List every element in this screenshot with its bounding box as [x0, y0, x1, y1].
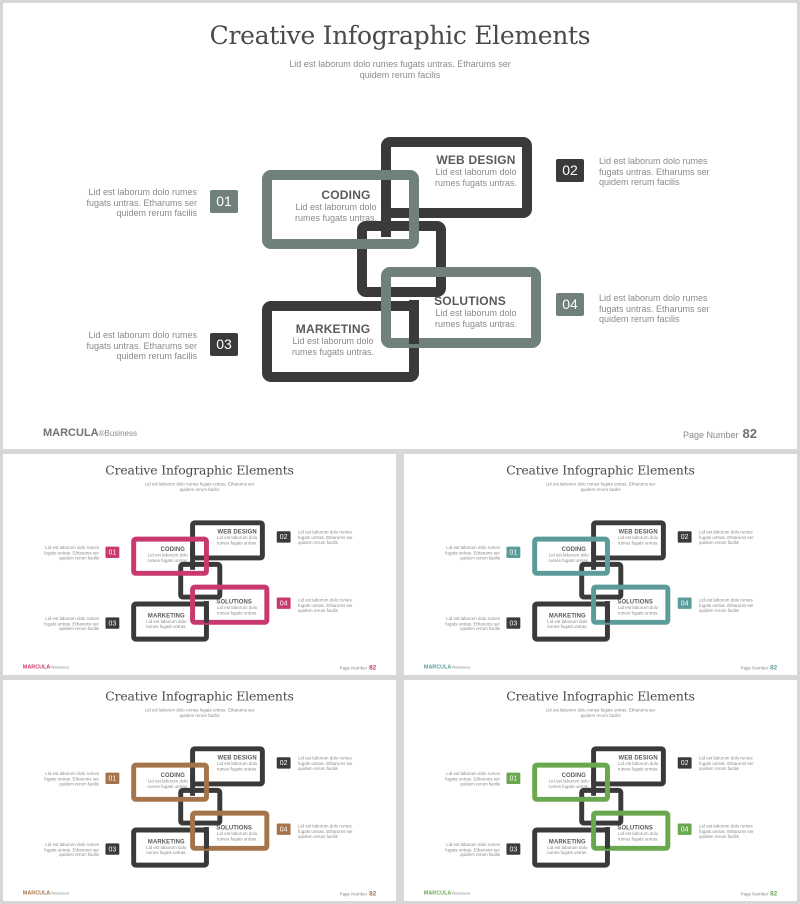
marketing-label: MARKETING [147, 611, 185, 619]
page-label: Page Number [339, 665, 368, 671]
brand-name: MARCULA [423, 663, 452, 670]
side-text-02: Lid est laborum dolo rumes fugats untras. Etharums ser quidem rerum facilis [699, 529, 754, 546]
page-number [741, 663, 778, 670]
webdesign-label: WEB DESIGN [618, 528, 658, 536]
slide-title: Creative Infographic Elements [506, 462, 695, 478]
badge-03: 03 [506, 617, 520, 628]
page-number-value: 82 [369, 663, 377, 671]
coding-text: Lid est laborum dolo rumes fugats untras. [294, 202, 378, 223]
center-link [362, 226, 441, 292]
badge-03: 03 [506, 843, 520, 854]
badge-01: 01 [105, 547, 119, 558]
side-text-04: Lid est laborum dolo rumes fugats untras. Etharums ser quidem rerum facilis [298, 597, 353, 613]
slide-thumbnail-brown[interactable] [3, 680, 396, 901]
badge-04: 04 [678, 598, 692, 609]
badge-01: 01 [506, 773, 520, 784]
chain-links-graphic [404, 680, 797, 901]
webdesign-label: WEB DESIGN [217, 754, 257, 762]
marketing-text: Lid est laborum dolo rumes fugats untras. [547, 844, 588, 855]
page-number [741, 889, 778, 896]
side-text-01: Lid est laborum dolo rumes fugats untras. Etharums ser quidem rerum facilis [445, 771, 501, 787]
brand-logo [424, 664, 471, 670]
side-text-03: Lid est laborum dolo rumes fugats untras. Etharums ser quidem rerum facilis [44, 841, 100, 858]
marketing-text: Lid est laborum dolo rumes fugats untras. [146, 844, 187, 855]
badge-04: 04 [277, 824, 291, 835]
slide-subtitle: Lid est laborum dolo rumes fugats untras. Etharums ser quidem rerum facilis [144, 481, 255, 493]
marketing-overlap [605, 827, 610, 849]
solutions-text: Lid est laborum dolo rumes fugats untras. [216, 604, 258, 616]
brand-logo [23, 664, 70, 670]
slide-content [404, 680, 797, 901]
main-slide [3, 3, 797, 449]
coding-text: Lid est laborum dolo rumes fugats untras. [147, 778, 189, 789]
chain-links-graphic [3, 680, 396, 901]
solutions-label: SOLUTIONS [617, 598, 653, 605]
webdesign-text: Lid est laborum dolo rumes fugats untras. [434, 167, 518, 188]
brand-sub: ®Business [50, 890, 70, 896]
slide-thumbnail-green[interactable] [404, 680, 797, 901]
brand-name: MARCULA [43, 427, 99, 439]
slide-title: Creative Infographic Elements [105, 462, 294, 478]
solutions-label: SOLUTIONS [617, 824, 653, 831]
badge-04: 04 [678, 824, 692, 835]
badge-02: 02 [678, 757, 692, 768]
side-text-01: Lid est laborum dolo rumes fugats untras. Etharums ser quidem rerum facilis [445, 545, 501, 561]
page-label: Page Number [740, 891, 769, 897]
badge-03: 03 [105, 617, 119, 628]
coding-label: CODING [160, 545, 185, 553]
center-link [181, 790, 220, 823]
slide-subtitle: Lid est laborum dolo rumes fugats untras. Etharums ser quidem rerum facilis [545, 481, 656, 493]
brand-sub: ®Business [451, 664, 471, 670]
webdesign-text: Lid est laborum dolo rumes fugats untras. [617, 761, 659, 772]
side-text-04: Lid est laborum dolo rumes fugats untras. Etharums ser quidem rerum facilis [298, 823, 353, 839]
brand-sub: ®Business [50, 664, 70, 670]
page-number-value: 82 [742, 426, 757, 441]
center-link [181, 564, 220, 597]
slide-subtitle: Lid est laborum dolo rumes fugats untras. Etharums ser quidem rerum facilis [545, 707, 656, 719]
slide-content [3, 3, 797, 449]
brand-name: MARCULA [423, 889, 452, 896]
chain-links-graphic [3, 454, 396, 675]
webdesign-label: WEB DESIGN [217, 528, 257, 536]
slide-thumbnail-teal[interactable] [404, 454, 797, 675]
chain-links-graphic [3, 3, 797, 449]
side-text-02: Lid est laborum dolo rumes fugats untras. Etharums ser quidem rerum facilis [699, 755, 754, 772]
badge-03: 03 [210, 333, 238, 356]
badge-04: 04 [277, 598, 291, 609]
marketing-label: MARKETING [295, 322, 371, 336]
coding-label: CODING [321, 188, 371, 202]
slide-subtitle: Lid est laborum dolo rumes fugats untras. Etharums ser quidem rerum facilis [289, 59, 511, 80]
page-number [683, 426, 757, 441]
coding-label: CODING [160, 771, 185, 779]
center-link [582, 790, 621, 823]
badge-04: 04 [556, 293, 584, 316]
slide-subtitle: Lid est laborum dolo rumes fugats untras. Etharums ser quidem rerum facilis [144, 707, 255, 719]
marketing-overlap [605, 601, 610, 623]
marketing-text: Lid est laborum dolo rumes fugats untras. [547, 618, 588, 629]
page-number [340, 889, 377, 896]
webdesign-text: Lid est laborum dolo rumes fugats untras. [216, 761, 258, 772]
page-label: Page Number [339, 891, 368, 897]
side-text-03: Lid est laborum dolo rumes fugats untras. Etharums ser quidem rerum facilis [445, 841, 501, 858]
brand-name: MARCULA [22, 663, 51, 670]
solutions-text: Lid est laborum dolo rumes fugats untras. [617, 604, 659, 616]
badge-01: 01 [105, 773, 119, 784]
solutions-text: Lid est laborum dolo rumes fugats untras. [617, 830, 659, 842]
marketing-overlap [409, 300, 419, 344]
coding-label: CODING [561, 771, 586, 779]
badge-01: 01 [210, 190, 238, 213]
side-text-02: Lid est laborum dolo rumes fugats untras. Etharums ser quidem rerum facilis [298, 529, 353, 546]
side-text-01: Lid est laborum dolo rumes fugats untras. Etharums ser quidem rerum facilis [86, 187, 197, 218]
marketing-text: Lid est laborum dolo rumes fugats untras. [146, 618, 187, 629]
side-text-01: Lid est laborum dolo rumes fugats untras. Etharums ser quidem rerum facilis [44, 545, 100, 561]
side-text-02: Lid est laborum dolo rumes fugats untras. Etharums ser quidem rerum facilis [298, 755, 353, 772]
marketing-label: MARKETING [548, 611, 586, 619]
solutions-label: SOLUTIONS [216, 824, 252, 831]
side-text-04: Lid est laborum dolo rumes fugats untras. Etharums ser quidem rerum facilis [699, 597, 754, 613]
center-link [582, 564, 621, 597]
brand-sub: ®Business [451, 890, 471, 896]
badge-02: 02 [556, 159, 584, 182]
badge-02: 02 [678, 531, 692, 542]
side-text-01: Lid est laborum dolo rumes fugats untras. Etharums ser quidem rerum facilis [44, 771, 100, 787]
side-text-03: Lid est laborum dolo rumes fugats untras. Etharums ser quidem rerum facilis [86, 330, 197, 361]
coding-text: Lid est laborum dolo rumes fugats untras. [548, 778, 590, 789]
webdesign-text: Lid est laborum dolo rumes fugats untras. [617, 535, 659, 546]
brand-logo [424, 890, 471, 896]
page-label: Page Number [683, 430, 739, 440]
marketing-text: Lid est laborum dolo rumes fugats untras. [291, 336, 375, 357]
slide-content [3, 454, 396, 675]
marketing-label: MARKETING [147, 837, 185, 845]
chain-links-graphic [404, 454, 797, 675]
page-number-value: 82 [369, 889, 377, 897]
solutions-label: SOLUTIONS [434, 294, 506, 308]
page-label: Page Number [740, 665, 769, 671]
side-text-04: Lid est laborum dolo rumes fugats untras. Etharums ser quidem rerum facilis [599, 293, 710, 324]
webdesign-label: WEB DESIGN [436, 153, 516, 167]
badge-03: 03 [105, 843, 119, 854]
webdesign-text: Lid est laborum dolo rumes fugats untras. [216, 535, 258, 546]
page-number-value: 82 [770, 889, 778, 897]
slide-content [404, 454, 797, 675]
slide-title: Creative Infographic Elements [105, 688, 294, 704]
side-text-02: Lid est laborum dolo rumes fugats untras. Etharums ser quidem rerum facilis [599, 156, 710, 187]
marketing-overlap [204, 827, 209, 849]
slide-content [3, 680, 396, 901]
side-text-03: Lid est laborum dolo rumes fugats untras. Etharums ser quidem rerum facilis [44, 615, 100, 632]
slide-title: Creative Infographic Elements [209, 21, 591, 50]
slide-title: Creative Infographic Elements [506, 688, 695, 704]
webdesign-label: WEB DESIGN [618, 754, 658, 762]
page-number-value: 82 [770, 663, 778, 671]
brand-name: MARCULA [22, 889, 51, 896]
side-text-04: Lid est laborum dolo rumes fugats untras. Etharums ser quidem rerum facilis [699, 823, 754, 839]
marketing-overlap [204, 601, 209, 623]
coding-text: Lid est laborum dolo rumes fugats untras. [548, 552, 590, 563]
coding-text: Lid est laborum dolo rumes fugats untras. [147, 552, 189, 563]
brand-sub: ®Business [98, 429, 137, 438]
brand-logo [23, 890, 70, 896]
slide-thumbnail-pink[interactable] [3, 454, 396, 675]
brand-logo [43, 427, 137, 439]
badge-01: 01 [506, 547, 520, 558]
badge-02: 02 [277, 757, 291, 768]
solutions-text: Lid est laborum dolo rumes fugats untras. [434, 308, 518, 329]
side-text-03: Lid est laborum dolo rumes fugats untras. Etharums ser quidem rerum facilis [445, 615, 501, 632]
solutions-text: Lid est laborum dolo rumes fugats untras. [216, 830, 258, 842]
coding-label: CODING [561, 545, 586, 553]
solutions-label: SOLUTIONS [216, 598, 252, 605]
marketing-label: MARKETING [548, 837, 586, 845]
page-number [340, 663, 377, 670]
badge-02: 02 [277, 531, 291, 542]
